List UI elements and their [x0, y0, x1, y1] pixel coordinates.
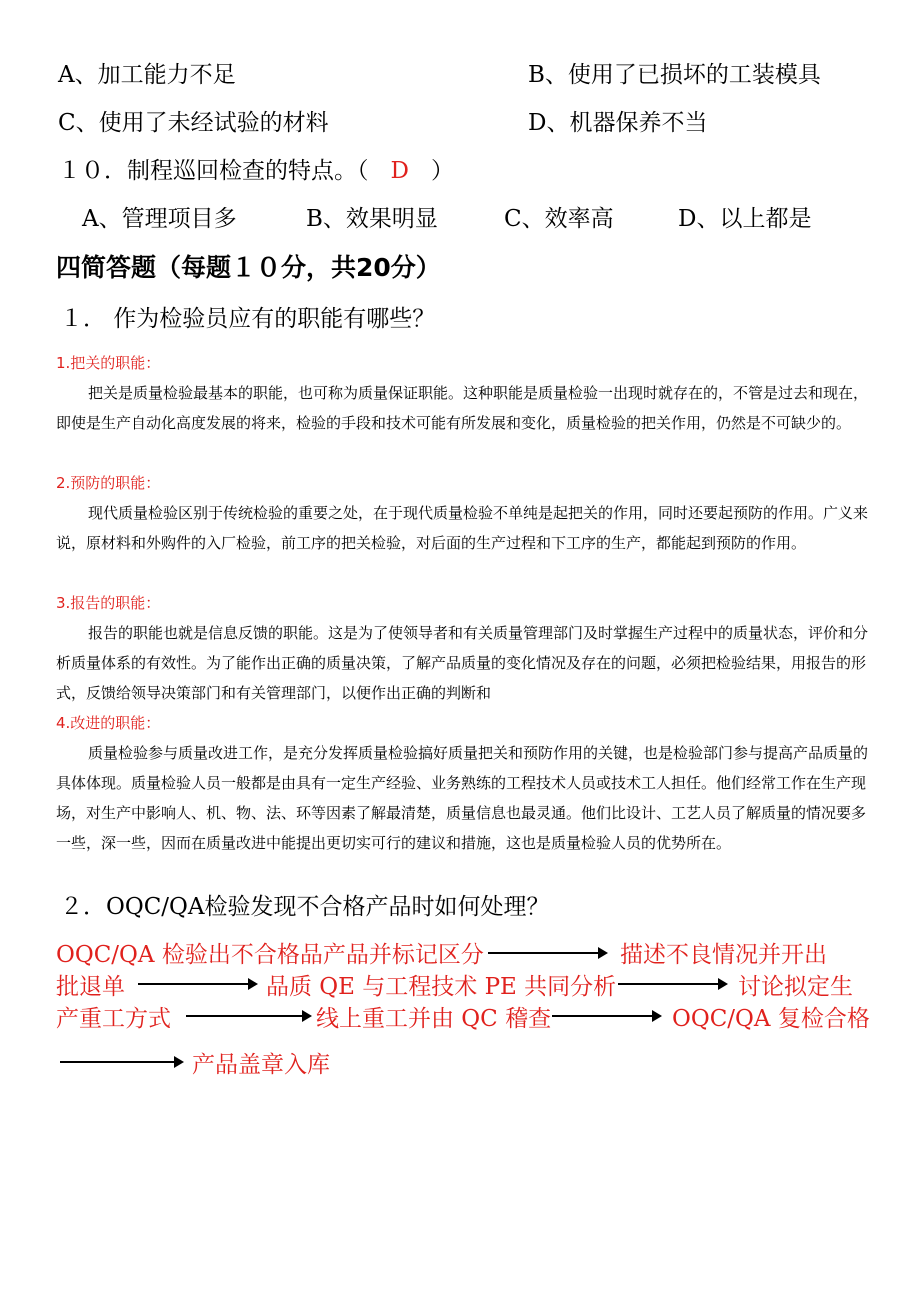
item-3-heading: 3.报告的职能：	[56, 594, 161, 612]
item-4-heading: 4.改进的职能：	[56, 714, 161, 732]
flow-step-1: OQC/QA 检验出不合格品产品并标记区分	[56, 942, 484, 968]
flow-step-7: 产品盖章入库	[192, 1052, 330, 1078]
flow-arrow-1	[488, 952, 606, 954]
flow-step-5: 线上重工并由 QC 稽查	[316, 1006, 552, 1032]
item-3-body: 报告的职能也就是信息反馈的职能。这是为了使领导者和有关质量管理部门及时掌握生产过程中的质量状态，评价和分析质量体系的有效性。为了能作出正确的质量决策，了解产品质量的变化情况及存在的问题，必须把检验结果，用报告的形式，反馈给领导决策部门和有关管理部门，以便作出正确的判断和	[56, 624, 869, 702]
flow-step-3: 品质 QE 与工程技术 PE 共同分析	[266, 974, 617, 1000]
flow-step-4b: 产重工方式	[56, 1006, 171, 1032]
flow-arrow-5	[552, 1015, 660, 1017]
item-1-heading: 1.把关的职能：	[56, 354, 161, 372]
flow-arrow-6	[60, 1061, 182, 1063]
q9-option-a: A、加工能力不足	[58, 62, 236, 88]
flow-arrow-3	[618, 983, 726, 985]
q9-option-b: B、使用了已损坏的工装模具	[528, 62, 821, 88]
item-2-heading: 2.预防的职能：	[56, 474, 161, 492]
q10-question-close: ）	[430, 158, 454, 184]
item-2-body: 现代质量检验区别于传统检验的重要之处，在于现代质量检验不单纯是起把关的作用，同时还要起预防的作用。广义来说，原材料和外购件的入厂检验，前工序的把关检验，对后面的生产过程和下工序的生产，都能起到预防的作用。	[56, 504, 869, 552]
flow-arrow-4	[186, 1015, 310, 1017]
q9-option-d: D、机器保养不当	[528, 110, 708, 136]
question-2: ２．OQC/QA检验发现不合格产品时如何处理？	[60, 894, 550, 920]
q9-option-c: C、使用了未经试验的材料	[58, 110, 329, 136]
item-1-body: 把关是质量检验最基本的职能，也可称为质量保证职能。这种职能是质量检验一出现时就存在的，不管是过去和现在，即使是生产自动化高度发展的将来，检验的手段和技术可能有所发展和变化，质量检验的把关作用，仍然是不可缺少的。	[56, 384, 869, 432]
q10-option-d: D、以上都是	[678, 206, 812, 232]
q10-option-c: C、效率高	[504, 206, 614, 232]
q10-question	[58, 152, 454, 185]
section-title: 四简答题（每题１０分，共20分）	[56, 253, 441, 282]
q10-option-b: B、效果明显	[306, 206, 438, 232]
q10-answer: D	[390, 158, 409, 184]
flow-step-4a: 讨论拟定生	[738, 974, 853, 1000]
flow-arrow-2	[138, 983, 256, 985]
flow-step-6: OQC/QA 复检合格	[672, 1006, 870, 1032]
flow-step-2a: 描述不良情况并开出	[620, 942, 827, 968]
item-4-body: 质量检验参与质量改进工作，是充分发挥质量检验搞好质量把关和预防作用的关键，也是检验部门参与提高产品质量的具体体现。质量检验人员一般都是由具有一定生产经验、业务熟练的工程技术人员或技术工人担任。他们经常工作在生产现场，对生产中影响人、机、物、法、环等因素了解最清楚，质量信息也最灵通。他们比设计、工艺人员了解质量的情况要多一些，深一些，因而在质量改进中能提出更切实可行的建议和措施，这也是质量检验人员的优势所在。	[56, 744, 869, 852]
flow-step-2b: 批退单	[56, 974, 125, 1000]
q10-option-a: A、管理项目多	[82, 206, 237, 232]
question-1: １． 作为检验员应有的职能有哪些？	[60, 306, 436, 332]
q10-question-text: １０．制程巡回检查的特点。（	[58, 158, 369, 184]
